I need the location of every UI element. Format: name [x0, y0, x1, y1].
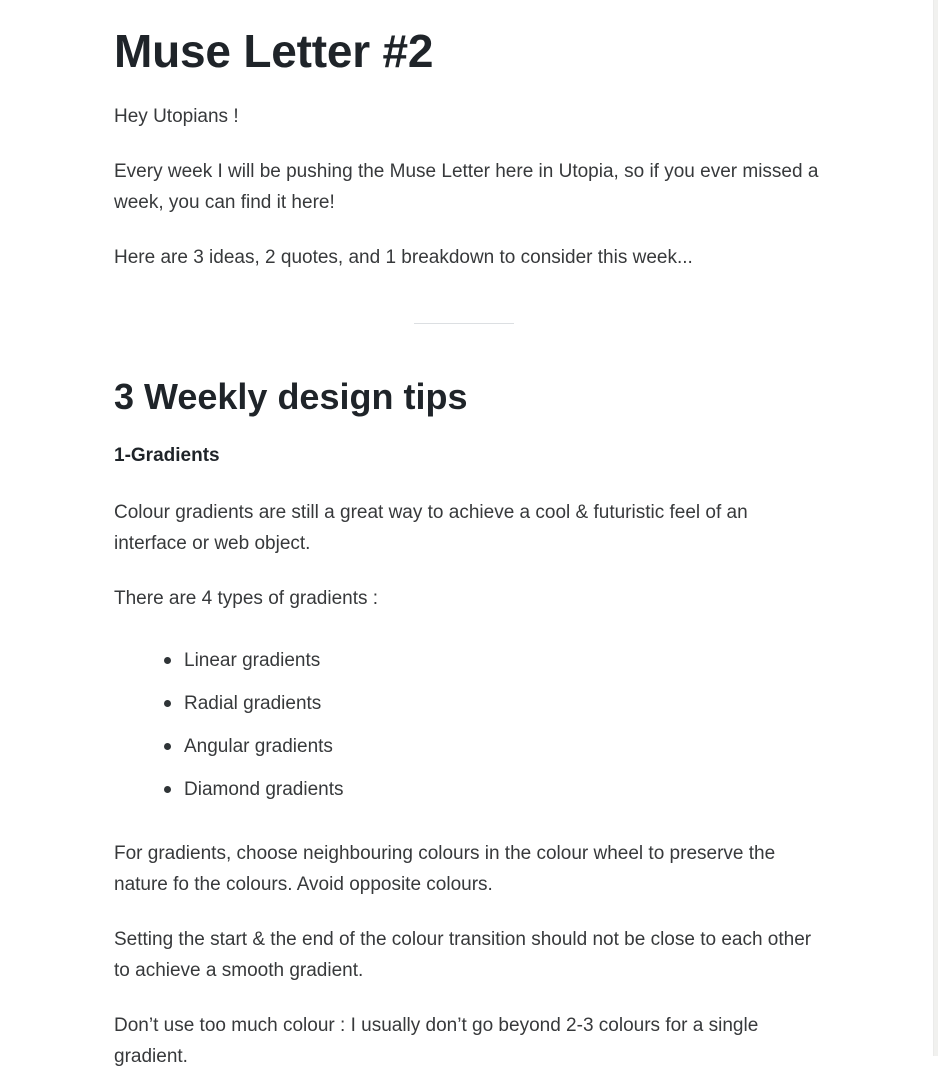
page-title: Muse Letter #2 — [114, 25, 434, 77]
section-heading: 3 Weekly design tips — [114, 376, 468, 417]
bullet-icon — [164, 700, 171, 707]
colour-advice-paragraph: For gradients, choose neighbouring colours in the colour wheel to preserve the nature fo the colours. Avoid opposite colours. — [114, 843, 776, 895]
list-item: Radial gradients — [114, 688, 343, 731]
transition-advice-paragraph: Setting the start & the end of the colour transition should not be close to each other to achieve a smooth gradient. — [114, 929, 812, 981]
scrollbar-track[interactable] — [933, 0, 938, 1056]
intro-summary: Here are 3 ideas, 2 quotes, and 1 breakdown to consider this week... — [114, 247, 693, 268]
colour-count-paragraph: Don’t use too much colour : I usually don’t go beyond 2-3 colours for a single gradient. — [114, 1015, 759, 1067]
tip-subheading: 1-Gradients — [114, 445, 220, 466]
intro-paragraph: Every week I will be pushing the Muse Letter here in Utopia, so if you ever missed a week, you can find it here! — [114, 161, 819, 213]
list-item: Angular gradients — [114, 731, 343, 774]
greeting-text: Hey Utopians ! — [114, 106, 239, 127]
gradient-types-intro: There are 4 types of gradients : — [114, 588, 379, 609]
bullet-icon — [164, 786, 171, 793]
section-divider — [414, 323, 514, 324]
bullet-icon — [164, 657, 171, 664]
gradient-paragraph: Colour gradients are still a great way to achieve a cool & futuristic feel of an interface or web object. — [114, 502, 748, 554]
bullet-icon — [164, 743, 171, 750]
list-item: Diamond gradients — [114, 774, 343, 817]
gradient-types-list — [114, 645, 343, 817]
list-item: Linear gradients — [114, 645, 343, 688]
